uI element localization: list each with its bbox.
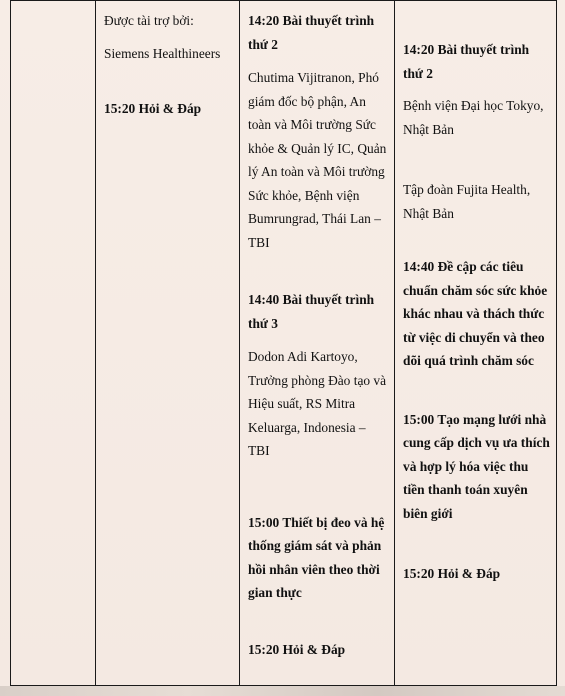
session-cell-right (395, 1, 557, 686)
bottom-decorative-strip (0, 686, 565, 696)
sponsor-cell (96, 1, 240, 686)
wearables-title: 15:00 Thiết bị đeo và hệ thống giám sát và phản hồi nhân viên theo thời gian thực (248, 514, 385, 600)
sponsor-name: Siemens Healthineers (104, 45, 221, 61)
network-title: 15:00 Tạo mạng lưới nhà cung cấp dịch vụ ưa thích và hợp lý hóa việc thu tiền thanh toán xuyên biên giới (403, 411, 550, 521)
standards-title: 14:40 Đề cập các tiêu chuẩn chăm sóc sức khỏe khác nhau và thách thức từ việc di chuyển và theo dõi quá trình chăm sóc (403, 259, 548, 368)
talk3-title: 14:40 Bài thuyết trình thứ 3 (248, 292, 375, 331)
talk2-speaker: Chutima Vijitranon, Phó giám đốc bộ phận, An toàn và Môi trường Sức khỏe & Quản lý IC, Quản lý An toàn và Môi trường Sức khỏe, Bệnh viện Bumrungrad, Thái Lan – TBI (248, 70, 387, 250)
qa-session: 15:20 Hỏi & Đáp (248, 641, 346, 657)
talk2-title: 14:20 Bài thuyết trình thứ 2 (403, 42, 530, 81)
sponsor-label: Được tài trợ bởi: (104, 13, 194, 28)
empty-cell (11, 1, 96, 686)
qa-session: 15:20 Hỏi & Đáp (104, 101, 202, 116)
schedule-table (10, 0, 557, 686)
talk2-title: 14:20 Bài thuyết trình thứ 2 (248, 13, 375, 52)
qa-session: 15:20 Hỏi & Đáp (403, 566, 501, 581)
talk3-speaker: Dodon Adi Kartoyo, Trưởng phòng Đào tạo và Hiệu suất, RS Mitra Keluarga, Indonesia – TBI (248, 349, 387, 458)
talk2-organization: Bệnh viện Đại học Tokyo, Nhật Bản (403, 98, 544, 137)
table-row (11, 1, 557, 686)
session-cell-middle (240, 1, 395, 686)
talk2-organization-2: Tập đoàn Fujita Health, Nhật Bản (403, 182, 531, 221)
